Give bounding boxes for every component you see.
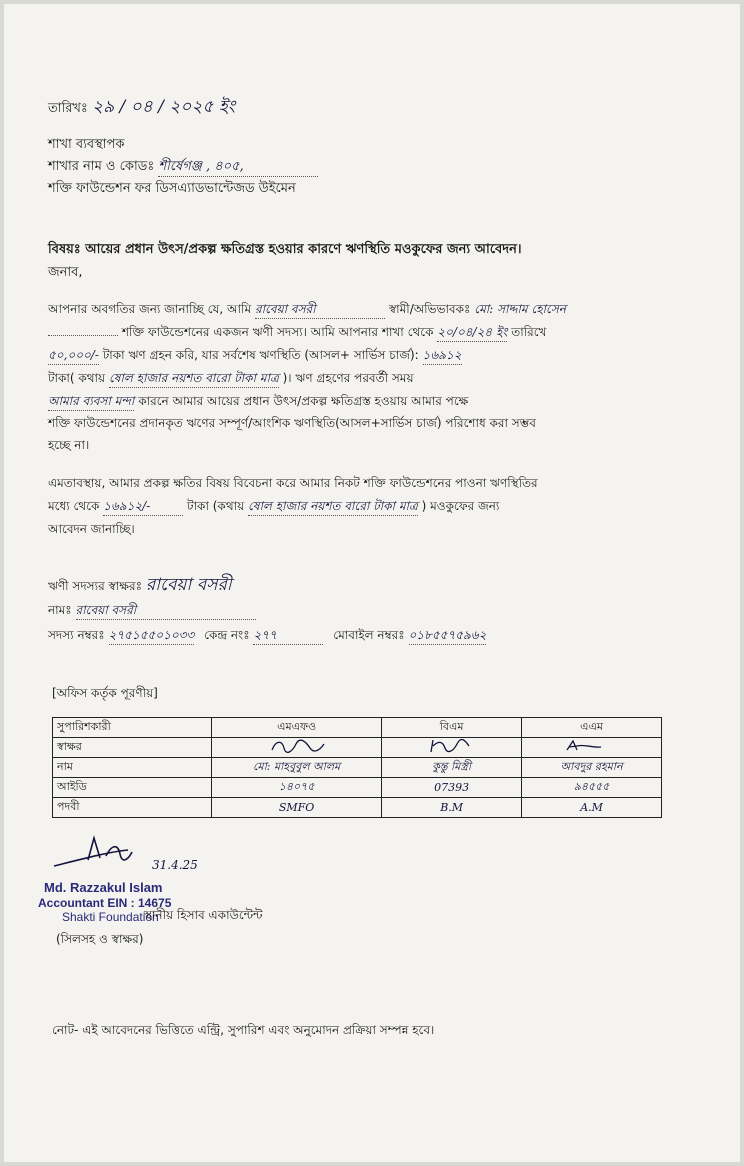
- para1-line3: [48, 346, 462, 365]
- table-row: [53, 798, 662, 818]
- accountant-label: স্থানীয় হিসাব একাউন্টেন্ট: [144, 908, 263, 922]
- member-no-label: সদস্য নম্বরঃ: [48, 628, 105, 642]
- date-label: তারিখঃ: [48, 101, 88, 116]
- center-no-label: কেন্দ্র নংঃ: [204, 628, 250, 642]
- subject: বিষয়ঃ আয়ের প্রধান উৎস/প্রকল্প ক্ষতিগ্রস্ত হওয়ার কারণে ঋণস্থিতি মওকুফের জন্য আবেদন।: [48, 242, 522, 257]
- para1-line5: [48, 392, 468, 411]
- para1-text-d: তারিখে: [511, 325, 547, 339]
- para1-line7: হচ্ছে না।: [48, 438, 90, 452]
- application-page: [4, 4, 740, 1162]
- mfo-signature: [212, 738, 382, 758]
- para2-line2: [48, 497, 499, 516]
- stamp-ein: Accountant EIN : 14675: [38, 896, 172, 910]
- applicant-name: রাবেয়া বসরী: [255, 300, 385, 319]
- am-designation: A.M: [522, 798, 662, 818]
- bm-id: 07393: [382, 778, 522, 798]
- bm-name: কুন্তু মিস্ত্রী: [382, 758, 522, 778]
- bm-designation: B.M: [382, 798, 522, 818]
- balance-in-words: ষোল হাজার নয়শত বারো টাকা মাত্র: [109, 369, 279, 388]
- borrower-name: রাবেয়া বসরী: [76, 601, 256, 620]
- row-label: পদবী: [53, 798, 212, 818]
- para1-text-c: শক্তি ফাউন্ডেশনের একজন ঋণী সদস্য। আমি আপনার শাখা থেকে: [121, 325, 434, 339]
- recipient-org: শক্তি ফাউন্ডেশন ফর ডিসএ্যাডভান্টেজড উইমেন: [48, 181, 296, 196]
- borrower-signature: রাবেয়া বসরী: [145, 575, 232, 595]
- para2-text-b: টাকা (কথায়: [187, 499, 245, 513]
- signature-scribble: [557, 738, 627, 754]
- member-no: ২৭৫১৫৫০১০৩৩: [109, 626, 195, 645]
- para1-text-b: স্বামী/অভিভাবকঃ: [388, 302, 471, 316]
- table-row: [53, 778, 662, 798]
- accountant-sig-date: 31.4.25: [152, 858, 198, 872]
- center-no: ২৭৭: [253, 626, 323, 645]
- para1-line4: [48, 369, 414, 388]
- office-section-title: [অফিস কর্তৃক পূরণীয়]: [52, 686, 158, 700]
- signature-scribble: [262, 738, 332, 754]
- para1-text-g: )। ঋণ গ্রহণের পরবর্তী সময়: [282, 371, 414, 385]
- para2-text-c: ) মওকুফের জন্য: [421, 499, 500, 513]
- recipient-title: শাখা ব্যবস্থাপক: [48, 137, 125, 152]
- date-value: ২৯ / ০৪ / ২০২৫ ইং: [92, 97, 236, 117]
- accountant-label-2: (সিলসহ ও স্বাক্ষর): [56, 932, 144, 946]
- header-cell: এএম: [522, 718, 662, 738]
- mfo-id: ১৪০৭৫: [212, 778, 382, 798]
- salutation: জনাব,: [48, 265, 83, 280]
- header-cell: সুপারিশকারী: [53, 718, 212, 738]
- branch-line: [48, 158, 318, 177]
- para2-line3: আবেদন জানাচ্ছি।: [48, 522, 135, 536]
- borrower-signature-line: [48, 576, 232, 595]
- branch-label: শাখার নাম ও কোডঃ: [48, 159, 155, 174]
- stamp-org: Shakti Foundation: [62, 910, 159, 924]
- table-row: [53, 738, 662, 758]
- branch-value: শীর্ষেগঞ্জ , ৪০৫,: [158, 158, 318, 177]
- mfo-designation: SMFO: [212, 798, 382, 818]
- loan-amount: ৫০,০০০/-: [48, 346, 99, 365]
- am-id: ৯৪৫৫৫: [522, 778, 662, 798]
- office-table-header: [53, 718, 662, 738]
- header-cell: বিএম: [382, 718, 522, 738]
- waive-in-words: ষোল হাজার নয়শত বারো টাকা মাত্র: [248, 497, 418, 516]
- table-row: [53, 758, 662, 778]
- borrower-ids-line: [48, 626, 486, 645]
- office-table: [52, 717, 662, 818]
- para1-text-h: কারনে আমার আয়ের প্রধান উৎস/প্রকল্প ক্ষতিগ্রস্ত হওয়ায় আমার পক্ষে: [138, 394, 469, 408]
- row-label: স্বাক্ষর: [53, 738, 212, 758]
- loan-date: ২০/০৪/২৪ ইং: [437, 323, 507, 342]
- para1-text-a: আপনার অবগতির জন্য জানাচ্ছি যে, আমি: [48, 302, 252, 316]
- borrower-name-label: নামঃ: [48, 603, 72, 617]
- para1-line1: [48, 300, 566, 319]
- row-label: নাম: [53, 758, 212, 778]
- para2-text-a: মধ্যে থেকে: [48, 499, 100, 513]
- stamp-name: Md. Razzakul Islam: [44, 880, 163, 895]
- para1-text-e: টাকা ঋণ গ্রহন করি, যার সর্বশেষ ঋণস্থিতি (আসল+ সার্ভিস চার্জ):: [102, 348, 419, 362]
- loss-reason: আমার ব্যবসা মন্দা: [48, 392, 134, 411]
- am-name: আবদুর রহমান: [522, 758, 662, 778]
- mobile-no: ০১৮৫৫৭৫৯৬২: [409, 626, 487, 645]
- loan-balance: ১৬৯১২: [423, 346, 462, 365]
- bm-signature: [382, 738, 522, 758]
- header-cell: এমএফও: [212, 718, 382, 738]
- mfo-name: মো: মাহবুবুল আলম: [212, 758, 382, 778]
- date-line: [48, 98, 235, 118]
- para1-line6: শক্তি ফাউন্ডেশনের প্রদানকৃত ঋণের সম্পূর্ণ/আংশিক ঋণস্থিতি(আসল+সার্ভিস চার্জ) পরিশোধ করা সম্ভব: [48, 416, 536, 430]
- row-label: আইডি: [53, 778, 212, 798]
- borrower-sig-label: ঋণী সদস্যর স্বাক্ষরঃ: [48, 579, 142, 593]
- borrower-name-line: [48, 601, 256, 620]
- guardian-name: মো: সাদ্দাম হোসেন: [474, 302, 566, 316]
- para1-line2: [48, 323, 546, 342]
- para2-line1: এমতাবস্থায়, আমার প্রকল্প ক্ষতির বিষয় বিবেচনা করে আমার নিকট শক্তি ফাউন্ডেশনের পাওনা ঋণস্থিতির: [48, 476, 538, 490]
- waive-amount: ১৬৯১২/-: [103, 497, 183, 516]
- signature-scribble: [417, 738, 487, 754]
- para1-text-f: টাকা( কথায়: [48, 371, 106, 385]
- footer-note: নোট- এই আবেদনের ভিত্তিতে এন্ট্রি, সুপারিশ এবং অনুমোদন প্রক্রিয়া সম্পন্ন হবে।: [52, 1023, 435, 1037]
- am-signature: [522, 738, 662, 758]
- mobile-no-label: মোবাইল নম্বরঃ: [333, 628, 405, 642]
